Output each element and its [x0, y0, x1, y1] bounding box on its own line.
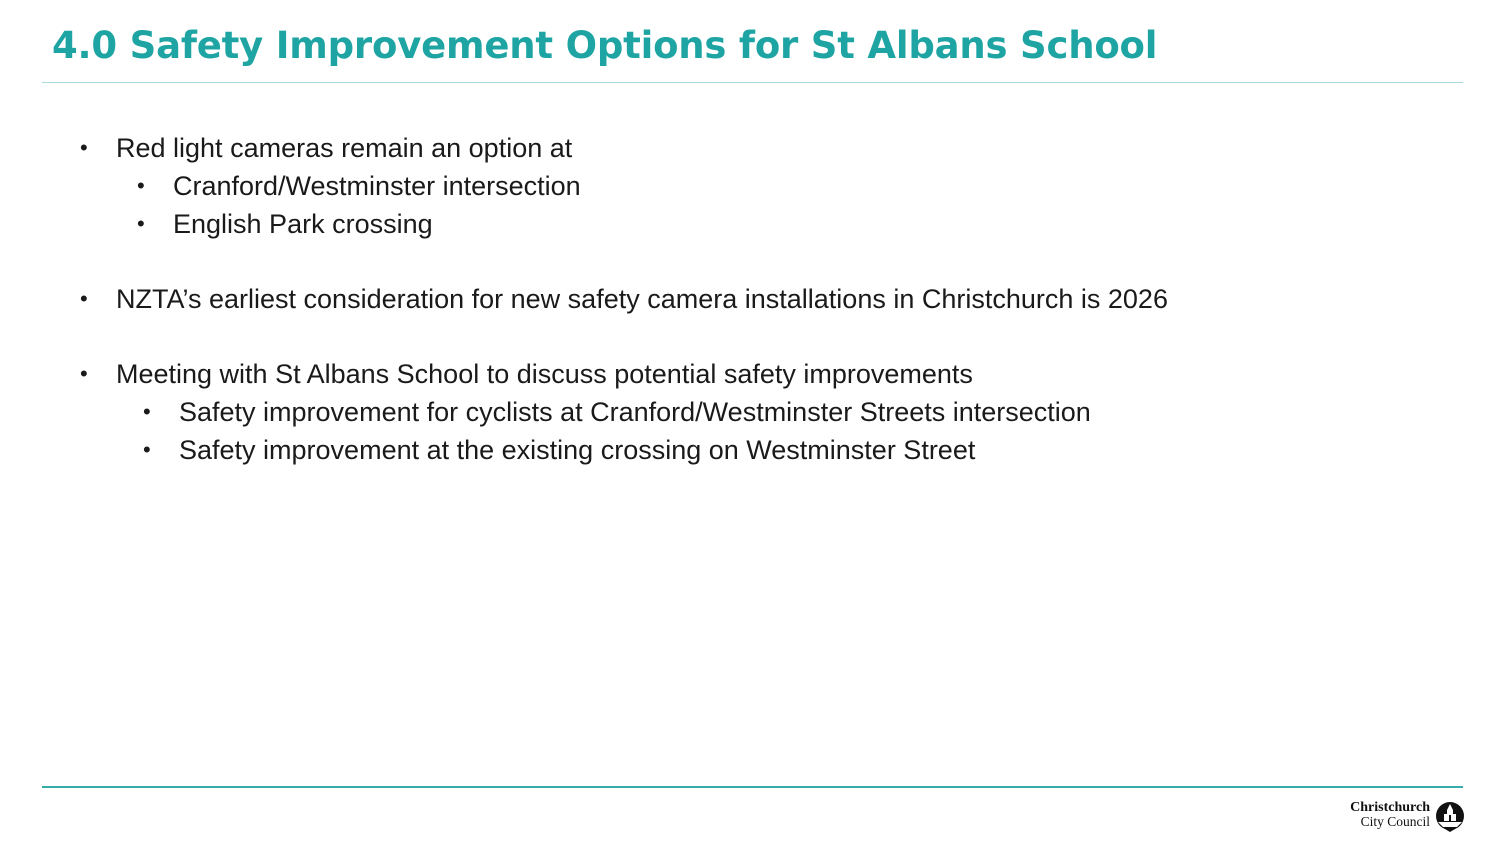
page-title: 4.0 Safety Improvement Options for St Albans School	[52, 24, 1158, 67]
sub-bullet-marker: •	[137, 211, 145, 236]
bullet-item: Meeting with St Albans School to discuss potential safety improvements	[116, 359, 973, 389]
sub-bullet-item: Safety improvement for cyclists at Cranford/Westminster Streets intersection	[179, 397, 1091, 427]
sub-bullet-item: Cranford/Westminster intersection	[173, 171, 581, 201]
sub-bullet-marker: •	[143, 399, 151, 424]
bullet-item: NZTA’s earliest consideration for new safety camera installations in Christchurch is 2026	[116, 284, 1168, 314]
christchurch-cathedral-icon	[1434, 801, 1466, 833]
footer-divider	[42, 786, 1463, 788]
sub-bullet-item: Safety improvement at the existing crossing on Westminster Street	[179, 435, 976, 465]
bullet-item: Red light cameras remain an option at	[116, 133, 573, 163]
logo-line-1: Christchurch	[1350, 800, 1430, 815]
logo-line-2: City Council	[1360, 814, 1430, 829]
christchurch-city-council-logo	[1336, 800, 1468, 834]
bullet-marker: •	[80, 135, 88, 160]
sub-bullet-marker: •	[143, 437, 151, 462]
bullet-marker: •	[80, 286, 88, 311]
sub-bullet-item: English Park crossing	[173, 209, 433, 239]
sub-bullet-marker: •	[137, 173, 145, 198]
logo-wordmark	[1350, 800, 1430, 829]
bullet-marker: •	[80, 361, 88, 386]
